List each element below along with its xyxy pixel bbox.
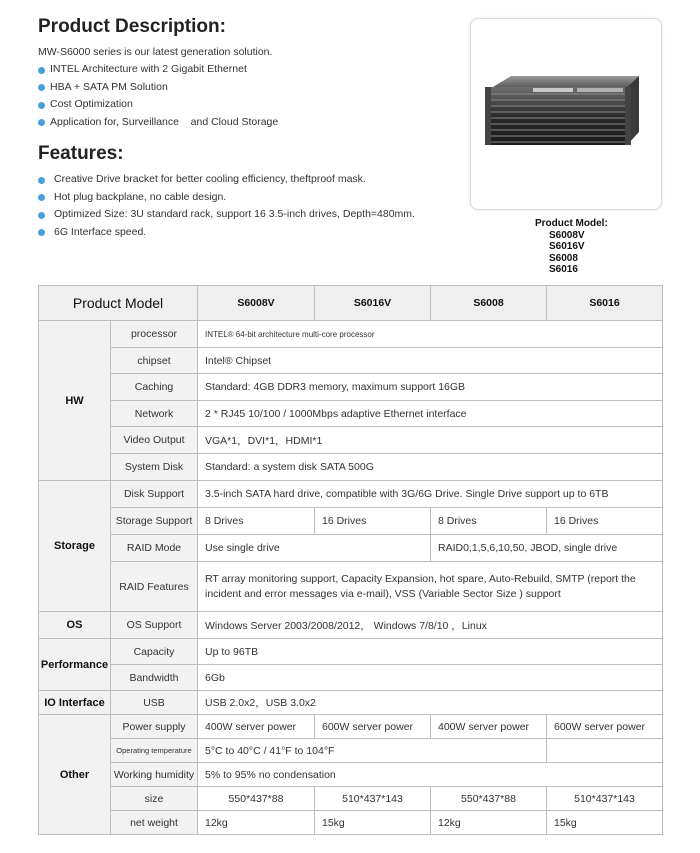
row-value: 8 Drives xyxy=(198,508,315,535)
category-other: Other xyxy=(39,715,111,835)
table-row xyxy=(39,508,663,535)
bullet-dot-icon xyxy=(38,119,45,126)
model-header: S6008V xyxy=(198,286,315,321)
model-header: S6016V xyxy=(315,286,431,321)
model-header: S6008 xyxy=(431,286,547,321)
row-value: 12kg xyxy=(198,811,315,835)
table-row xyxy=(39,321,663,348)
row-value: 550*437*88 xyxy=(431,787,547,811)
list-item: HBA + SATA PM Solution xyxy=(38,79,278,97)
description-list xyxy=(38,61,278,131)
row-label: size xyxy=(111,787,198,811)
category-os: OS xyxy=(39,612,111,639)
table-row xyxy=(39,348,663,374)
features-title: Features: xyxy=(38,143,124,164)
row-label: RAID Mode xyxy=(111,535,198,562)
product-model-header: Product Model xyxy=(39,286,198,321)
table-row xyxy=(39,374,663,401)
row-value: 2 * RJ45 10/100 / 1000Mbps adaptive Ethernet interface xyxy=(198,401,663,427)
product-model-caption: Product Model: S6008V S6016V S6008 S6016 xyxy=(535,218,608,275)
category-hw: HW xyxy=(39,321,111,481)
row-value: USB 2.0x2，USB 3.0x2 xyxy=(198,691,663,715)
row-value: 510*437*143 xyxy=(547,787,663,811)
features-list xyxy=(38,171,415,241)
row-label: Network xyxy=(111,401,198,427)
category-performance: Performance xyxy=(39,639,111,691)
row-label: chipset xyxy=(111,348,198,374)
table-row xyxy=(39,715,663,739)
bullet-dot-icon xyxy=(38,194,45,201)
row-label: System Disk xyxy=(111,454,198,481)
table-row xyxy=(39,535,663,562)
row-label: Working humidity xyxy=(111,763,198,787)
product-overview xyxy=(0,0,700,285)
row-value: 12kg xyxy=(431,811,547,835)
row-value: INTEL® 64-bit architecture multi-core processor xyxy=(198,321,663,348)
table-row xyxy=(39,763,663,787)
row-value: 510*437*143 xyxy=(315,787,431,811)
row-label: Power supply xyxy=(111,715,198,739)
row-value: 5% to 95% no condensation xyxy=(198,763,663,787)
bullet-dot-icon xyxy=(38,177,45,184)
row-label: net weight xyxy=(111,811,198,835)
row-label: processor xyxy=(111,321,198,348)
list-item: Hot plug backplane, no cable design. xyxy=(38,189,415,207)
row-value: 16 Drives xyxy=(315,508,431,535)
row-value: 5°C to 40°C / 41°F to 104°F xyxy=(198,739,547,763)
table-row xyxy=(39,562,663,612)
list-item: 6G Interface speed. xyxy=(38,224,415,242)
row-value: 600W server power xyxy=(547,715,663,739)
row-label: RAID Features xyxy=(111,562,198,612)
row-label: Storage Support xyxy=(111,508,198,535)
row-label: Bandwidth xyxy=(111,665,198,691)
table-row xyxy=(39,481,663,508)
row-value: 600W server power xyxy=(315,715,431,739)
table-row xyxy=(39,739,663,763)
product-photo xyxy=(470,18,662,210)
model-header: S6016 xyxy=(547,286,663,321)
row-label: Video Output xyxy=(111,427,198,454)
row-value: Standard: 4GB DDR3 memory, maximum support 16GB xyxy=(198,374,663,401)
row-value: 16 Drives xyxy=(547,508,663,535)
bullet-dot-icon xyxy=(38,229,45,236)
list-item: Creative Drive bracket for better cooling efficiency, theftproof mask. xyxy=(38,171,415,189)
category-storage: Storage xyxy=(39,481,111,612)
row-value: 8 Drives xyxy=(431,508,547,535)
bullet-dot-icon xyxy=(38,212,45,219)
table-row xyxy=(39,639,663,665)
row-value: RT array monitoring support, Capacity Expansion, hot spare, Auto-Rebuild, SMTP (report the incident and error messages via e-mail), VSS (Variable Sector Size ) support xyxy=(198,562,663,612)
row-value: 400W server power xyxy=(431,715,547,739)
row-label: Operating temperature xyxy=(111,739,198,763)
row-label: Caching xyxy=(111,374,198,401)
table-header-row xyxy=(39,286,663,321)
row-value: Up to 96TB xyxy=(198,639,663,665)
table-row xyxy=(39,401,663,427)
row-value: Windows Server 2003/2008/2012， Windows 7/8/10 ，Linux xyxy=(198,612,663,639)
specification-table xyxy=(38,285,663,835)
row-label: Disk Support xyxy=(111,481,198,508)
list-item: Application for, Surveillance and Cloud Storage xyxy=(38,114,278,132)
table-row xyxy=(39,454,663,481)
table-row xyxy=(39,691,663,715)
row-value: Intel® Chipset xyxy=(198,348,663,374)
row-label: OS Support xyxy=(111,612,198,639)
bullet-dot-icon xyxy=(38,84,45,91)
category-io-interface: IO Interface xyxy=(39,691,111,715)
list-item: Optimized Size: 3U standard rack, support 16 3.5-inch drives, Depth=480mm. xyxy=(38,206,415,224)
bullet-dot-icon xyxy=(38,67,45,74)
table-row xyxy=(39,665,663,691)
row-value: RAID0,1,5,6,10,50, JBOD, single drive xyxy=(431,535,663,562)
row-label: USB xyxy=(111,691,198,715)
row-value: 6Gb xyxy=(198,665,663,691)
description-intro: MW-S6000 series is our latest generation solution. xyxy=(38,46,273,58)
list-item: Cost Optimization xyxy=(38,96,278,114)
row-value: 15kg xyxy=(315,811,431,835)
table-row xyxy=(39,811,663,835)
row-value: 550*437*88 xyxy=(198,787,315,811)
row-value: 400W server power xyxy=(198,715,315,739)
row-value: 3.5-inch SATA hard drive, compatible with 3G/6G Drive. Single Drive support up to 6TB xyxy=(198,481,663,508)
row-value: VGA*1，DVI*1，HDMI*1 xyxy=(198,427,663,454)
row-value: 15kg xyxy=(547,811,663,835)
bullet-dot-icon xyxy=(38,102,45,109)
table-row xyxy=(39,787,663,811)
row-value: Standard: a system disk SATA 500G xyxy=(198,454,663,481)
description-title: Product Description: xyxy=(38,16,226,37)
row-value: Use single drive xyxy=(198,535,431,562)
table-row xyxy=(39,612,663,639)
row-label: Capacity xyxy=(111,639,198,665)
empty-cell xyxy=(547,739,663,763)
storage-server-icon xyxy=(471,19,661,209)
list-item: INTEL Architecture with 2 Gigabit Ethernet xyxy=(38,61,278,79)
table-row xyxy=(39,427,663,454)
